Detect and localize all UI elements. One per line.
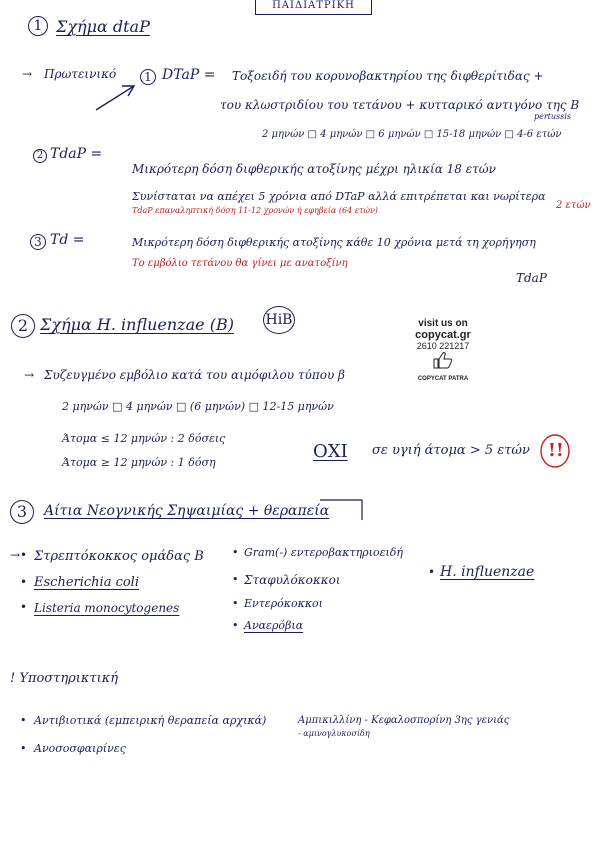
ad-line4: COPYCAT PATRA	[417, 376, 469, 382]
cause-4: Gram(-) εντεροβακτηριοειδή	[244, 546, 404, 559]
hib-schedule: 2 μηνών □ 4 μηνών □ (6 μηνών) □ 12-15 μηνών	[62, 400, 334, 413]
supportive-title: ! Υποστηρικτική	[10, 671, 119, 686]
td-number: 3	[30, 234, 46, 250]
tdap-line1: Μικρότερη δόση διφθερικής ατοξίνης μέχρι ηλικία 18 ετών	[132, 162, 496, 176]
dtap-line2: του κλωστριδίου του τετάνου + κυτταρικό αντιγόνο της Β	[220, 98, 580, 112]
section1-title: Σχήμα dtaP	[56, 17, 150, 36]
cause-2: Escherichia coli	[34, 575, 139, 590]
dtap-line1: Τοξοειδή του κορυνοβακτηρίου της διφθερίτιδας +	[232, 69, 544, 83]
dtap-schedule: 2 μηνών □ 4 μηνών □ 6 μηνών □ 15-18 μηνών □ 4-6 ετών	[262, 129, 562, 140]
hib-no-rest: σε υγιή άτομα > 5 ετών	[372, 443, 530, 458]
ad-line1: visit us on	[418, 318, 468, 329]
dtap-number: 1	[140, 69, 156, 85]
copycat-stamp	[398, 318, 488, 382]
tdap-number: 2	[33, 149, 47, 163]
td-line1: Μικρότερη δόση διφθερικής ατοξίνης κάθε 10 χρόνια μετά τη χορήγηση	[132, 236, 536, 249]
tdap-mark: 2 ετών	[556, 200, 591, 211]
hib-age1: Άτομα ≤ 12 μηνών : 2 δόσεις	[62, 432, 226, 445]
supportive-item1: Αντιβιοτικά (εμπειρική θεραπεία αρχικά)	[34, 714, 267, 727]
cause-5: Σταφυλόκοκκοι	[244, 573, 341, 587]
primary-label: Πρωτεινικό	[44, 67, 117, 81]
supportive-item2: Ανοσοσφαιρίνες	[34, 742, 126, 755]
ad-line3: 2610 221217	[416, 341, 470, 351]
supportive-note1: Αμπικιλλίνη - Κεφαλοσπορίνη 3ης γενιάς	[298, 715, 510, 726]
tdap-name: TdaP =	[50, 146, 103, 162]
cause-6: Εντερόκοκκοι	[244, 597, 323, 610]
section3-number: 3	[10, 500, 34, 524]
td-line2-end: TdaP	[516, 271, 547, 285]
cause-8: H. influenzae	[440, 564, 535, 580]
ad-line2: copycat.gr	[415, 329, 471, 341]
section3-title: Αίτια Νεογνικής Σηψαιμίας + θεραπεία	[44, 503, 330, 519]
cause-3: Listeria monocytogenes	[34, 601, 180, 615]
hib-circle: HiB	[263, 306, 295, 334]
hib-age2: Άτομα ≥ 12 μηνών : 1 δόση	[62, 456, 216, 469]
supportive-note2: - αμινογλυκοσίδη	[298, 729, 370, 738]
hib-exclaim: !!	[548, 440, 564, 461]
hib-arrow: →	[24, 368, 35, 382]
cause-7: Αναερόβια	[244, 619, 304, 632]
hib-line1: Συζευγμένο εμβόλιο κατά του αιμόφιλου τύπου β	[44, 368, 345, 382]
thumbs-up-icon	[432, 351, 454, 369]
section2-title: Σχήμα H. influenzae (B)	[40, 315, 234, 334]
section1-number: 1	[28, 16, 48, 36]
tdap-line3: TdaP επαναληπτική δόση 11-12 χρονών ή εφηβεία (64 ετών)	[132, 206, 378, 215]
dtap-name: DTaP =	[162, 67, 216, 83]
td-line2: Το εμβόλιο τετάνου θα γίνει με ανατοξίνη	[132, 258, 348, 269]
page-header: ΠΑΙΔΙΑΤΡΙΚΗ	[255, 0, 372, 15]
td-name: Td =	[50, 232, 85, 248]
tdap-line2: Συνίσταται να απέχει 5 χρόνια από DTaP αλλά επιτρέπεται και νωρίτερα	[132, 190, 546, 203]
hib-no: ΟΧΙ	[313, 441, 348, 462]
cause-1: Στρεπτόκοκκος ομάδας Β	[34, 549, 204, 564]
section2-number: 2	[11, 314, 35, 338]
dtap-pertussis: pertussis	[534, 112, 571, 121]
